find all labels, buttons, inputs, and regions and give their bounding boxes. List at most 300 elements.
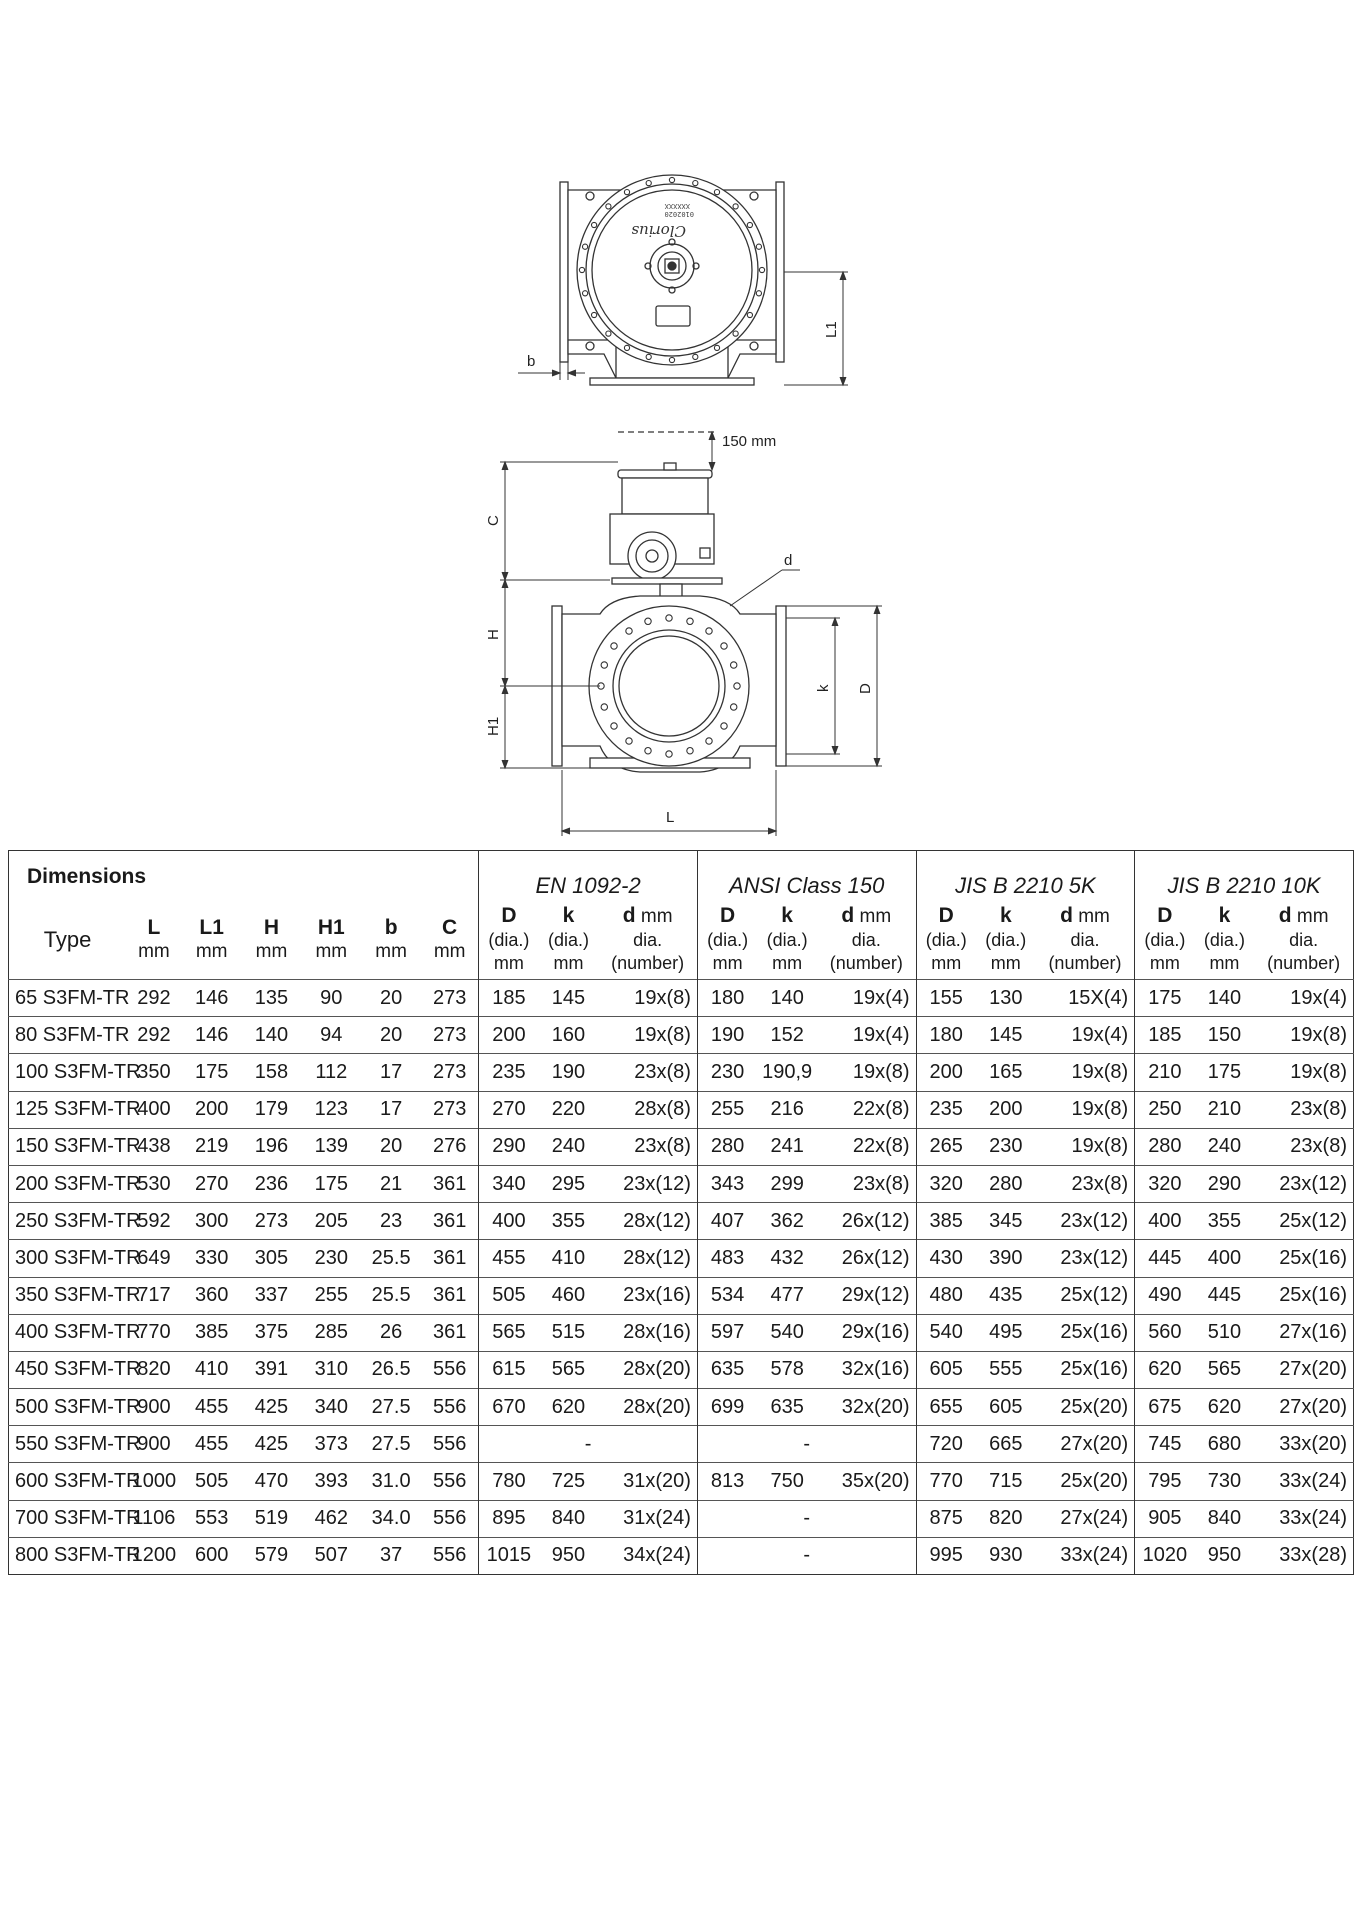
- header-unit: mm: [990, 953, 1021, 974]
- cell-type: 100 S3FM-TR: [9, 1054, 127, 1091]
- cell-ansi-d: 26x(12): [817, 1203, 916, 1240]
- header-unit: (number): [1048, 953, 1122, 974]
- cell-b: 27.5: [361, 1426, 421, 1463]
- cell-ansi-d: 29x(16): [817, 1314, 916, 1351]
- cell-l: 900: [126, 1389, 182, 1426]
- cell-ansi-k: 432: [757, 1240, 817, 1277]
- cell-b: 27.5: [361, 1389, 421, 1426]
- cell-ansi-d-outer: 343: [697, 1165, 757, 1202]
- cell-l: 1200: [126, 1537, 182, 1574]
- header-l1: [182, 901, 242, 980]
- cell-jis10-k: 620: [1195, 1389, 1255, 1426]
- cell-b: 20: [361, 1128, 421, 1165]
- cell-l1: 146: [182, 1017, 242, 1054]
- cell-l: 1106: [126, 1500, 182, 1537]
- dim-label-c: C: [485, 515, 502, 526]
- header-unit: (number): [1267, 953, 1341, 974]
- cell-ansi-d: 32x(20): [817, 1389, 916, 1426]
- dim-label-D: D: [857, 683, 874, 694]
- cell-jis10-d: 25x(12): [1254, 1203, 1353, 1240]
- cell-jis10-k: 565: [1195, 1351, 1255, 1388]
- cell-h1: 310: [301, 1351, 361, 1388]
- cell-en-k: 620: [539, 1389, 599, 1426]
- cell-b: 34.0: [361, 1500, 421, 1537]
- cell-type: 450 S3FM-TR: [9, 1351, 127, 1388]
- cell-ansi-d: 32x(16): [817, 1351, 916, 1388]
- cell-jis10-d-outer: 1020: [1135, 1537, 1195, 1574]
- header-symbol: k: [781, 904, 793, 928]
- cell-type: 400 S3FM-TR: [9, 1314, 127, 1351]
- cell-en-d-outer: 270: [479, 1091, 539, 1128]
- header-unit: mm: [553, 953, 584, 974]
- cell-l1: 505: [182, 1463, 242, 1500]
- cell-h1: 139: [301, 1128, 361, 1165]
- header-jis5-d: [916, 901, 976, 980]
- cell-jis10-k: 680: [1195, 1426, 1255, 1463]
- header-symbol: d mm: [1278, 904, 1329, 928]
- cell-jis10-k: 510: [1195, 1314, 1255, 1351]
- cell-l: 530: [126, 1165, 182, 1202]
- header-symbol: k: [562, 904, 575, 928]
- header-symbol: C: [442, 916, 458, 940]
- cell-jis5-d-outer: 540: [916, 1314, 976, 1351]
- cell-jis10-k: 840: [1195, 1500, 1255, 1537]
- cell-l1: 330: [182, 1240, 242, 1277]
- cell-jis5-d: 33x(24): [1036, 1537, 1135, 1574]
- header-sub: dia.: [1289, 929, 1319, 950]
- cell-en-k: 160: [539, 1017, 599, 1054]
- cell-en-d: 28x(12): [598, 1240, 697, 1277]
- table-row: [9, 1165, 1354, 1202]
- cell-en-k: 950: [539, 1537, 599, 1574]
- cell-jis5-d-outer: 605: [916, 1351, 976, 1388]
- cell-jis5-d-outer: 180: [916, 1017, 976, 1054]
- cell-ansi-k: 152: [757, 1017, 817, 1054]
- cell-h1: 255: [301, 1277, 361, 1314]
- cell-jis5-k: 390: [976, 1240, 1036, 1277]
- cell-jis5-d-outer: 320: [916, 1165, 976, 1202]
- cell-h1: 90: [301, 980, 361, 1017]
- cell-jis10-d-outer: 560: [1135, 1314, 1195, 1351]
- cell-c: 556: [421, 1426, 479, 1463]
- cell-b: 17: [361, 1054, 421, 1091]
- cell-jis10-d: 33x(24): [1254, 1463, 1353, 1500]
- cell-c: 361: [421, 1314, 479, 1351]
- dim-label-h: H: [485, 629, 502, 640]
- cell-l1: 219: [182, 1128, 242, 1165]
- header-symbol: H: [263, 916, 280, 940]
- standard-jis5k: JIS B 2210 5K: [916, 851, 1135, 902]
- header-symbol: d mm: [841, 904, 892, 928]
- table-row: [9, 980, 1354, 1017]
- cell-en-d: 19x(8): [598, 1017, 697, 1054]
- cell-jis10-k: 950: [1195, 1537, 1255, 1574]
- cell-l1: 146: [182, 980, 242, 1017]
- cell-ansi-d-outer: 407: [697, 1203, 757, 1240]
- cell-c: 273: [421, 1054, 479, 1091]
- cell-l: 350: [126, 1054, 182, 1091]
- table-row: [9, 1240, 1354, 1277]
- cell-l1: 300: [182, 1203, 242, 1240]
- cell-ansi-k: 362: [757, 1203, 817, 1240]
- cell-l: 592: [126, 1203, 182, 1240]
- header-symbol: d mm: [1060, 904, 1110, 928]
- cell-jis10-d-outer: 620: [1135, 1351, 1195, 1388]
- cell-l1: 600: [182, 1537, 242, 1574]
- cell-h: 236: [242, 1165, 302, 1202]
- cell-l1: 175: [182, 1054, 242, 1091]
- cell-h: 140: [242, 1017, 302, 1054]
- cell-ansi-d-outer: 635: [697, 1351, 757, 1388]
- cell-ansi-d-outer: 230: [697, 1054, 757, 1091]
- cell-jis10-d: 27x(16): [1254, 1314, 1353, 1351]
- cell-l1: 553: [182, 1500, 242, 1537]
- cell-b: 25.5: [361, 1240, 421, 1277]
- header-unit: mm: [375, 941, 407, 963]
- cell-jis10-d: 23x(12): [1254, 1165, 1353, 1202]
- cell-jis10-d-outer: 490: [1135, 1277, 1195, 1314]
- cell-jis5-k: 605: [976, 1389, 1036, 1426]
- cell-jis10-d: 19x(8): [1254, 1017, 1353, 1054]
- header-unit: (number): [829, 953, 903, 974]
- cell-h1: 175: [301, 1165, 361, 1202]
- cell-h: 196: [242, 1128, 302, 1165]
- header-symbol: k: [999, 904, 1012, 928]
- table-row: [9, 1537, 1354, 1574]
- cell-jis10-d: 19x(8): [1254, 1054, 1353, 1091]
- cell-h1: 205: [301, 1203, 361, 1240]
- cell-jis10-d-outer: 745: [1135, 1426, 1195, 1463]
- header-h: [242, 901, 302, 980]
- cell-ansi-d: 19x(8): [817, 1054, 916, 1091]
- cell-en-d: 28x(12): [598, 1203, 697, 1240]
- cell-b: 23: [361, 1203, 421, 1240]
- cell-en-k: 565: [539, 1351, 599, 1388]
- cell-ansi-k: 190,9: [757, 1054, 817, 1091]
- cell-l: 770: [126, 1314, 182, 1351]
- header-sub: (dia.): [488, 929, 530, 950]
- cell-jis5-d: 15X(4): [1036, 980, 1135, 1017]
- cell-h: 425: [242, 1426, 302, 1463]
- cell-en-d-outer: 235: [479, 1054, 539, 1091]
- cell-jis10-d: 33x(20): [1254, 1426, 1353, 1463]
- cell-c: 556: [421, 1351, 479, 1388]
- cell-en-d-outer: 185: [479, 980, 539, 1017]
- cell-jis5-k: 820: [976, 1500, 1036, 1537]
- table-row: [9, 1463, 1354, 1500]
- header-c: [421, 901, 479, 980]
- cell-en-d-outer: 290: [479, 1128, 539, 1165]
- cell-ansi-d-outer: 534: [697, 1277, 757, 1314]
- header-ansi-d: [817, 901, 916, 980]
- cell-c: 556: [421, 1463, 479, 1500]
- cell-h1: 285: [301, 1314, 361, 1351]
- cell-en-d-outer: 615: [479, 1351, 539, 1388]
- dim-label-clearance: 150 mm: [722, 433, 777, 450]
- cell-jis10-d: 27x(20): [1254, 1351, 1353, 1388]
- header-unit: mm: [315, 941, 348, 963]
- cell-l1: 410: [182, 1351, 242, 1388]
- cell-jis5-k: 435: [976, 1277, 1036, 1314]
- header-symbol: D: [1157, 904, 1173, 928]
- header-sub: (dia.): [707, 929, 749, 950]
- cell-c: 556: [421, 1537, 479, 1574]
- cell-jis5-d-outer: 720: [916, 1426, 976, 1463]
- cell-en-k: 190: [539, 1054, 599, 1091]
- header-symbol: k: [1218, 904, 1231, 928]
- cell-jis10-d: 27x(20): [1254, 1389, 1353, 1426]
- header-unit: mm: [1149, 953, 1180, 974]
- cell-l1: 270: [182, 1165, 242, 1202]
- cell-ansi-d: 35x(20): [817, 1463, 916, 1500]
- cell-en-d: 23x(8): [598, 1054, 697, 1091]
- cell-jis10-k: 240: [1195, 1128, 1255, 1165]
- cell-ansi-k: 140: [757, 980, 817, 1017]
- cell-h1: 393: [301, 1463, 361, 1500]
- cell-ansi-d: 19x(4): [817, 1017, 916, 1054]
- valve-drawing: [0, 0, 1357, 850]
- cell-h: 375: [242, 1314, 302, 1351]
- header-unit: mm: [138, 941, 170, 963]
- cell-en-k: 840: [539, 1500, 599, 1537]
- cell-jis10-d-outer: 320: [1135, 1165, 1195, 1202]
- cell-c: 361: [421, 1165, 479, 1202]
- cell-jis5-d-outer: 480: [916, 1277, 976, 1314]
- cell-jis5-k: 130: [976, 980, 1036, 1017]
- column-header-row: [9, 901, 1354, 980]
- cell-jis10-d: 25x(16): [1254, 1277, 1353, 1314]
- cell-type: 800 S3FM-TR: [9, 1537, 127, 1574]
- cell-en-d: 28x(20): [598, 1389, 697, 1426]
- cell-jis5-k: 495: [976, 1314, 1036, 1351]
- cell-l: 820: [126, 1351, 182, 1388]
- cell-l1: 385: [182, 1314, 242, 1351]
- cell-en-d: 28x(16): [598, 1314, 697, 1351]
- side-view: [552, 432, 786, 772]
- header-en-d: [598, 901, 697, 980]
- header-sub: (dia.): [1203, 929, 1245, 950]
- cell-jis10-d: 25x(16): [1254, 1240, 1353, 1277]
- cell-b: 26: [361, 1314, 421, 1351]
- cell-l: 292: [126, 980, 182, 1017]
- header-sub: dia.: [1070, 929, 1100, 950]
- cell-ansi-d-outer: 255: [697, 1091, 757, 1128]
- cell-type: 65 S3FM-TR: [9, 980, 127, 1017]
- cell-type: 350 S3FM-TR: [9, 1277, 127, 1314]
- cell-ansi-k: 241: [757, 1128, 817, 1165]
- cell-type: 150 S3FM-TR: [9, 1128, 127, 1165]
- header-type: Type: [43, 927, 92, 952]
- header-unit: mm: [493, 953, 524, 974]
- cell-ansi-k: 477: [757, 1277, 817, 1314]
- cell-h: 135: [242, 980, 302, 1017]
- dim-label-h1: H1: [485, 716, 502, 736]
- cell-en-d: 34x(24): [598, 1537, 697, 1574]
- standard-jis10k: JIS B 2210 10K: [1135, 851, 1354, 902]
- table-row: [9, 1426, 1354, 1463]
- header-unit: mm: [433, 941, 466, 963]
- cell-jis10-k: 355: [1195, 1203, 1255, 1240]
- cell-en-d: 31x(20): [598, 1463, 697, 1500]
- dim-label-l1: L1: [823, 321, 840, 338]
- cell-l: 649: [126, 1240, 182, 1277]
- table-row: [9, 1091, 1354, 1128]
- header-unit: mm: [255, 941, 288, 963]
- cell-jis5-d: 19x(4): [1036, 1017, 1135, 1054]
- header-unit: (number): [611, 953, 685, 974]
- cell-type: 125 S3FM-TR: [9, 1091, 127, 1128]
- table-row: [9, 1017, 1354, 1054]
- cell-ansi-na: -: [697, 1537, 916, 1574]
- cell-l: 900: [126, 1426, 182, 1463]
- cell-en-k: 515: [539, 1314, 599, 1351]
- cell-c: 361: [421, 1277, 479, 1314]
- header-symbol: L: [147, 916, 161, 940]
- cell-jis5-d-outer: 875: [916, 1500, 976, 1537]
- table-row: [9, 1500, 1354, 1537]
- dim-label-b: b: [527, 353, 536, 370]
- cell-en-d: 31x(24): [598, 1500, 697, 1537]
- cell-jis10-d-outer: 675: [1135, 1389, 1195, 1426]
- cell-ansi-na: -: [697, 1500, 916, 1537]
- cell-l1: 200: [182, 1091, 242, 1128]
- table-row: [9, 1314, 1354, 1351]
- cell-ansi-d: 19x(4): [817, 980, 916, 1017]
- cell-jis10-k: 400: [1195, 1240, 1255, 1277]
- cell-h1: 462: [301, 1500, 361, 1537]
- cell-jis5-d: 27x(20): [1036, 1426, 1135, 1463]
- cell-en-k: 725: [539, 1463, 599, 1500]
- cell-h1: 94: [301, 1017, 361, 1054]
- cell-c: 556: [421, 1500, 479, 1537]
- cell-jis10-d-outer: 400: [1135, 1203, 1195, 1240]
- cell-en-d-outer: 455: [479, 1240, 539, 1277]
- cell-b: 20: [361, 1017, 421, 1054]
- cell-jis10-k: 140: [1195, 980, 1255, 1017]
- cell-jis10-d: 23x(8): [1254, 1091, 1353, 1128]
- cell-en-d: 28x(20): [598, 1351, 697, 1388]
- cell-ansi-na: -: [697, 1426, 916, 1463]
- cell-en-k: 355: [539, 1203, 599, 1240]
- cell-l1: 455: [182, 1426, 242, 1463]
- cell-h: 470: [242, 1463, 302, 1500]
- table-row: [9, 1351, 1354, 1388]
- cell-jis10-d-outer: 185: [1135, 1017, 1195, 1054]
- cell-type: 550 S3FM-TR: [9, 1426, 127, 1463]
- cell-en-k: 220: [539, 1091, 599, 1128]
- cell-ansi-d-outer: 597: [697, 1314, 757, 1351]
- cell-h1: 230: [301, 1240, 361, 1277]
- header-ansi-k: [757, 901, 817, 980]
- cell-b: 31.0: [361, 1463, 421, 1500]
- cell-jis10-k: 210: [1195, 1091, 1255, 1128]
- cell-l: 1000: [126, 1463, 182, 1500]
- cell-en-d-outer: 340: [479, 1165, 539, 1202]
- cell-ansi-d-outer: 280: [697, 1128, 757, 1165]
- header-unit: mm: [1209, 953, 1240, 974]
- cell-jis5-d: 19x(8): [1036, 1128, 1135, 1165]
- cell-ansi-d-outer: 483: [697, 1240, 757, 1277]
- cell-c: 556: [421, 1389, 479, 1426]
- cell-jis5-d: 25x(16): [1036, 1351, 1135, 1388]
- cell-jis5-d: 25x(16): [1036, 1314, 1135, 1351]
- header-sub: (dia.): [1144, 929, 1186, 950]
- cell-jis5-k: 715: [976, 1463, 1036, 1500]
- cell-h: 519: [242, 1500, 302, 1537]
- header-symbol: b: [384, 916, 398, 940]
- header-symbol: d mm: [622, 904, 673, 928]
- standard-ansi: ANSI Class 150: [697, 851, 916, 902]
- header-jis5-k: [976, 901, 1036, 980]
- cell-h: 179: [242, 1091, 302, 1128]
- cell-jis10-d-outer: 795: [1135, 1463, 1195, 1500]
- cell-type: 600 S3FM-TR: [9, 1463, 127, 1500]
- cell-en-d-outer: 200: [479, 1017, 539, 1054]
- cell-en-d-outer: 670: [479, 1389, 539, 1426]
- cell-jis5-k: 145: [976, 1017, 1036, 1054]
- cell-b: 25.5: [361, 1277, 421, 1314]
- header-sub: (dia.): [766, 929, 808, 950]
- cell-en-k: 410: [539, 1240, 599, 1277]
- cell-c: 273: [421, 1017, 479, 1054]
- cell-h1: 123: [301, 1091, 361, 1128]
- cell-ansi-d: 26x(12): [817, 1240, 916, 1277]
- header-symbol: L1: [199, 916, 224, 940]
- cell-l: 292: [126, 1017, 182, 1054]
- cell-jis10-k: 445: [1195, 1277, 1255, 1314]
- cell-type: 80 S3FM-TR: [9, 1017, 127, 1054]
- cell-jis5-d-outer: 655: [916, 1389, 976, 1426]
- cell-l: 400: [126, 1091, 182, 1128]
- cell-c: 361: [421, 1240, 479, 1277]
- header-unit: mm: [195, 941, 228, 963]
- cell-jis5-d: 23x(12): [1036, 1203, 1135, 1240]
- header-sub: dia.: [851, 929, 881, 950]
- cell-en-d-outer: 565: [479, 1314, 539, 1351]
- cell-en-d-outer: 400: [479, 1203, 539, 1240]
- table-row: [9, 1128, 1354, 1165]
- cell-jis10-k: 290: [1195, 1165, 1255, 1202]
- cell-jis10-k: 175: [1195, 1054, 1255, 1091]
- header-unit: mm: [931, 953, 962, 974]
- cell-jis5-d: 25x(12): [1036, 1277, 1135, 1314]
- header-b: [361, 901, 421, 980]
- cell-en-d: 28x(8): [598, 1091, 697, 1128]
- cell-h: 579: [242, 1537, 302, 1574]
- header-en-k: [539, 901, 599, 980]
- cell-type: 250 S3FM-TR: [9, 1203, 127, 1240]
- cell-jis5-k: 165: [976, 1054, 1036, 1091]
- cell-h: 391: [242, 1351, 302, 1388]
- cell-ansi-d-outer: 190: [697, 1017, 757, 1054]
- cell-ansi-d: 23x(8): [817, 1165, 916, 1202]
- cell-jis5-d-outer: 155: [916, 980, 976, 1017]
- cell-h1: 112: [301, 1054, 361, 1091]
- header-h1: [301, 901, 361, 980]
- cell-en-k: 145: [539, 980, 599, 1017]
- header-l: [126, 901, 182, 980]
- cell-jis5-d-outer: 770: [916, 1463, 976, 1500]
- cell-jis5-d: 23x(8): [1036, 1165, 1135, 1202]
- cell-en-d-outer: 505: [479, 1277, 539, 1314]
- cell-jis5-k: 930: [976, 1537, 1036, 1574]
- cell-en-d: 23x(12): [598, 1165, 697, 1202]
- header-sub: (dia.): [925, 929, 967, 950]
- serial-marking: XXXXXX: [664, 202, 690, 210]
- header-symbol: D: [719, 904, 736, 928]
- cell-c: 361: [421, 1203, 479, 1240]
- header-sub: (dia.): [985, 929, 1027, 950]
